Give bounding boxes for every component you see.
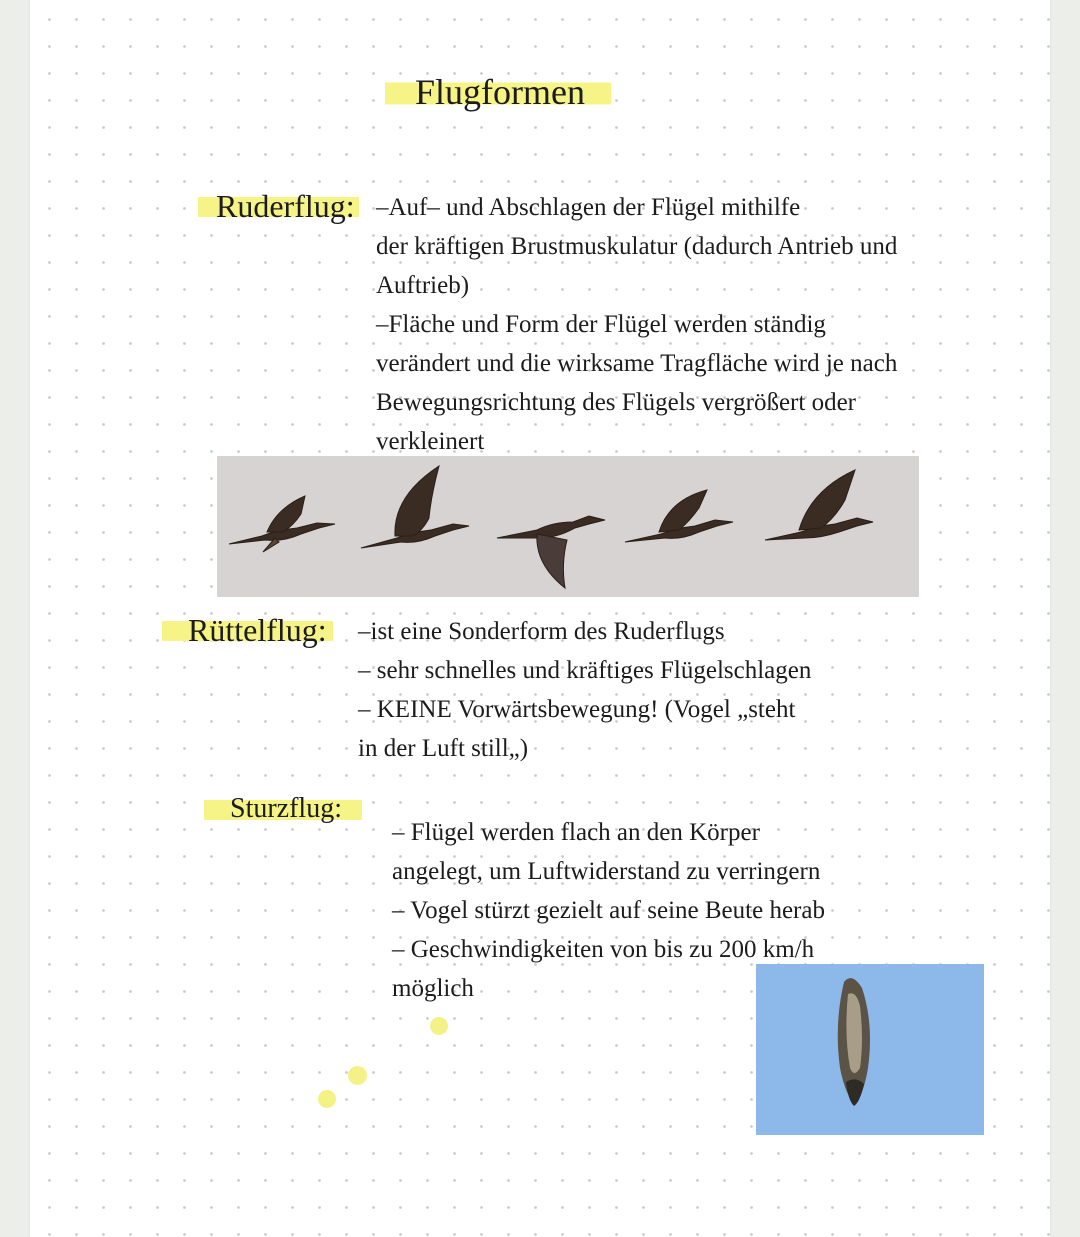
heron-sequence-illustration [217,456,919,597]
text-line: in der Luft still„) [358,735,529,762]
heron-icon [765,470,873,540]
text-line: – sehr schnelles und kräftiges Flügelschlagen [358,657,812,684]
heron-icon [625,490,733,542]
text-line: –Auf– und Abschlagen der Flügel mithilfe [376,194,801,221]
page-title: Flugformen [385,70,611,114]
text-line: verkleinert [376,428,485,455]
text-line: Bewegungsrichtung des Flügels vergrößert oder [376,389,856,416]
heron-flight-sequence-photo [217,456,919,597]
falcon-dive-photo [756,964,984,1135]
heron-icon [229,496,335,552]
sturzflug-label: Sturzflug: [204,789,362,829]
highlighter-dot [348,1066,367,1085]
text-line: verändert und die wirksame Tragfläche wird je nach [376,350,898,377]
text-line: – Flügel werden flach an den Körper [392,819,760,846]
text-line: – KEINE Vorwärtsbewegung! (Vogel „steht [358,696,796,723]
text-line: möglich [392,975,474,1002]
text-line: – Geschwindigkeiten von bis zu 200 km/h [392,936,815,963]
ruettelflug-label: Rüttelflug: [162,610,333,650]
falcon-icon [756,964,984,1135]
heron-icon [361,466,469,548]
heron-icon [497,516,605,588]
text-line: –Fläche und Form der Flügel werden ständig [376,311,826,338]
text-line: angelegt, um Luftwiderstand zu verringern [392,858,821,885]
text-line: –ist eine Sonderform des Ruderflugs [358,618,725,645]
ruettelflug-text [358,612,811,768]
ruderflug-label: Ruderflug: [198,186,359,226]
highlighter-dot [318,1090,336,1108]
text-line: – Vogel stürzt gezielt auf seine Beute herab [392,897,825,924]
text-line: der kräftigen Brustmuskulatur (dadurch Antrieb und [376,233,898,260]
highlighter-dot [430,1017,448,1035]
ruderflug-text [376,188,897,461]
text-line: Auftrieb) [376,272,470,299]
